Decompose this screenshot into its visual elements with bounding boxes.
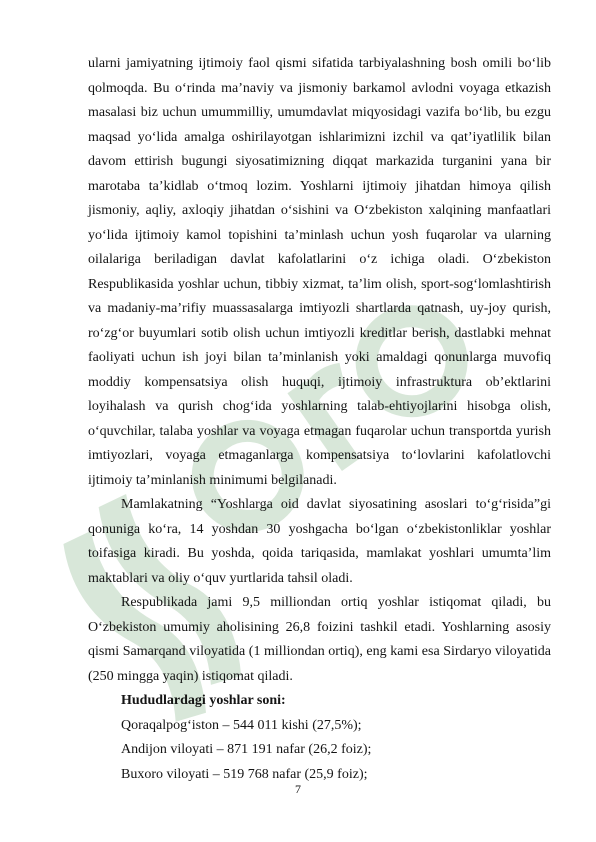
document-page [88, 52, 551, 787]
paragraph-youth-population: Respublikada jami 9,5 milliondan ortiq yoshlar istiqomat qiladi, bu O‘zbekiston umumiy aholisining 26,8 foizini tashkil etadi. Yoshlarning asosiy qismi Samarqand viloyatida (1 milliondan ortiq), eng kami esa Sirdaryo viloyatida (250 mingga yaqin) istiqomat qiladi. [88, 595, 551, 684]
section-heading: Hududlardagi yoshlar soni: [121, 693, 286, 708]
list-item: Buxoro viloyati – 519 768 nafar (25,9 foiz); [121, 766, 368, 782]
page-number: 7 [295, 782, 301, 796]
list-item: Andijon viloyati – 871 191 nafar (26,2 foiz); [121, 742, 372, 757]
paragraph-youth-policy: ularni jamiyatning ijtimoiy faol qismi sifatida tarbiyalashning bosh omili bo‘lib qolmoqda. Bu o‘rinda ma’naviy va jismoniy barkamol avlodni voyaga etkazish masalasi biz uchun umummilliy, umumdavlat miqyosidagi vazifa bo‘lib, bu ezgu maqsad yo‘lida amalga oshirilayotgan ishlarimizni izchil va qat’iyatlilik bilan davom ettirish bugungi siyosatimizning diqqat markazida turganini yana bir marotaba ta’kidlab o‘tmoq lozim. Yoshlarni ijtimoiy jihatdan himoya qilish jismoniy, aqliy, axloqiy jihatdan o‘sishini va O‘zbekiston xalqining manfaatlari yo‘lida ijtimoiy kamol topishini ta’minlash uchun yosh fuqarolar va ularning oilalariga beriladigan davlat kafolatlarini o‘z ichiga oladi. O‘zbekiston Respublikasida yoshlar uchun, tibbiy xizmat, ta’lim olish, sport-sog‘lomlashtirish va madaniy-ma’rifiy muassasalarga imtiyozli shartlarda qatnash, uy-joy qurish, ro‘zg‘or buyumlari sotib olish uchun imtiyozli kreditlar berish, dastlabki mehnat faoliyati uchun ish joyi bilan ta’minlanish yoki amaldagi qonunlarga muvofiq moddiy kompensatsiya olish huquqi, ijtimoiy infrastruktura ob’ektlarini loyihalash va qurish chog‘ida yoshlarning talab-ehtiyojlarini hisobga olish, o‘quvchilar, talaba yoshlar va voyaga etmagan fuqarolar uchun transportda yurish imtiyozlari, voyaga etmaganlarga kompensatsiya to‘lovlarini kafolatlovchi ijtimoiy ta’minlanish minimumi belgilanadi. [88, 56, 551, 488]
list-item: Qoraqalpog‘iston – 544 011 kishi (27,5%); [121, 717, 362, 733]
paragraph-youth-law: Mamlakatning “Yoshlarga oid davlat siyosatining asoslari to‘g‘risida”gi qonuniga ko‘ra, 14 yoshdan 30 yoshgacha bo‘lgan o‘zbekistonliklar yoshlar toifasiga kiradi. Bu yoshda, qoida tariqasida, mamlakat yoshlari umumta’lim maktablari va oliy o‘quv yurtlarida tahsil oladi. [88, 497, 551, 586]
